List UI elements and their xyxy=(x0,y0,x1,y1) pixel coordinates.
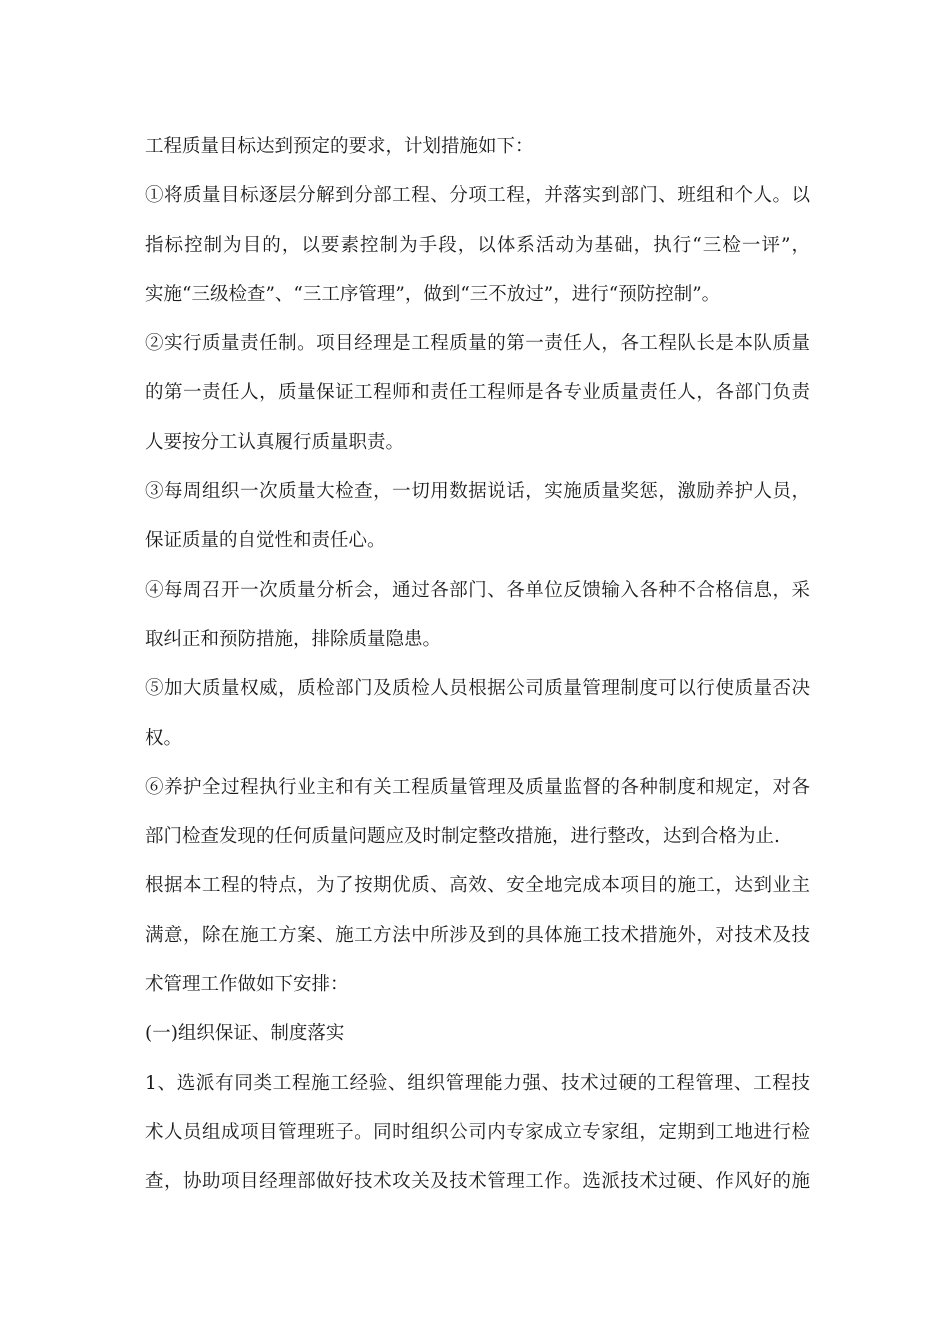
text-line: 保证质量的自觉性和责任心。 xyxy=(145,530,386,552)
text-line: 满意，除在施工方案、施工方法中所涉及到的具体施工技术措施外，对技术及技 xyxy=(145,924,810,946)
text-line: 查，协助项目经理部做好技术攻关及技术管理工作。选派技术过硬、作风好的施 xyxy=(145,1171,810,1193)
text-line: ④每周召开一次质量分析会，通过各部门、各单位反馈输入各种不合格信息，采 xyxy=(145,579,810,601)
text-line: ②实行质量责任制。项目经理是工程质量的第一责任人，各工程队长是本队质量 xyxy=(145,333,810,355)
text-line: 根据本工程的特点，为了按期优质、高效、安全地完成本项目的施工，达到业主 xyxy=(145,875,810,897)
text-line: ③每周组织一次质量大检查，一切用数据说话，实施质量奖惩，激励养护人员， xyxy=(145,481,810,503)
text-line: 实施“三级检查”、“三工序管理”，做到“三不放过”，进行“预防控制”。 xyxy=(145,283,721,305)
text-line: ①将质量目标逐层分解到分部工程、分项工程，并落实到部门、班组和个人。以 xyxy=(145,185,810,207)
text-line: 工程质量目标达到预定的要求，计划措施如下： xyxy=(145,136,534,157)
text-line: 的第一责任人，质量保证工程师和责任工程师是各专业质量责任人，各部门负责 xyxy=(145,382,810,404)
text-line: 术人员组成项目管理班子。同时组织公司内专家成立专家组，定期到工地进行检 xyxy=(145,1121,810,1143)
section-heading: (一)组织保证、制度落实 xyxy=(145,1023,345,1045)
text-line: 1、选派有同类工程施工经验、组织管理能力强、技术过硬的工程管理、工程技 xyxy=(145,1072,810,1094)
document-body xyxy=(145,122,810,1207)
text-line: 权。 xyxy=(145,727,183,749)
text-line: 人要按分工认真履行质量职责。 xyxy=(145,431,405,453)
text-line: 部门检查发现的任何质量问题应及时制定整改措施，进行整改，达到合格为止. xyxy=(145,826,780,848)
text-line: ⑤加大质量权威，质检部门及质检人员根据公司质量管理制度可以行使质量否决 xyxy=(145,678,810,700)
text-line: 术管理工作做如下安排： xyxy=(145,974,349,996)
text-line: 取纠正和预防措施，排除质量隐患。 xyxy=(145,628,442,650)
text-line: 指标控制为目的，以要素控制为手段，以体系活动为基础，执行“三检一评”， xyxy=(145,234,810,256)
text-line: ⑥养护全过程执行业主和有关工程质量管理及质量监督的各种制度和规定，对各 xyxy=(145,776,810,798)
